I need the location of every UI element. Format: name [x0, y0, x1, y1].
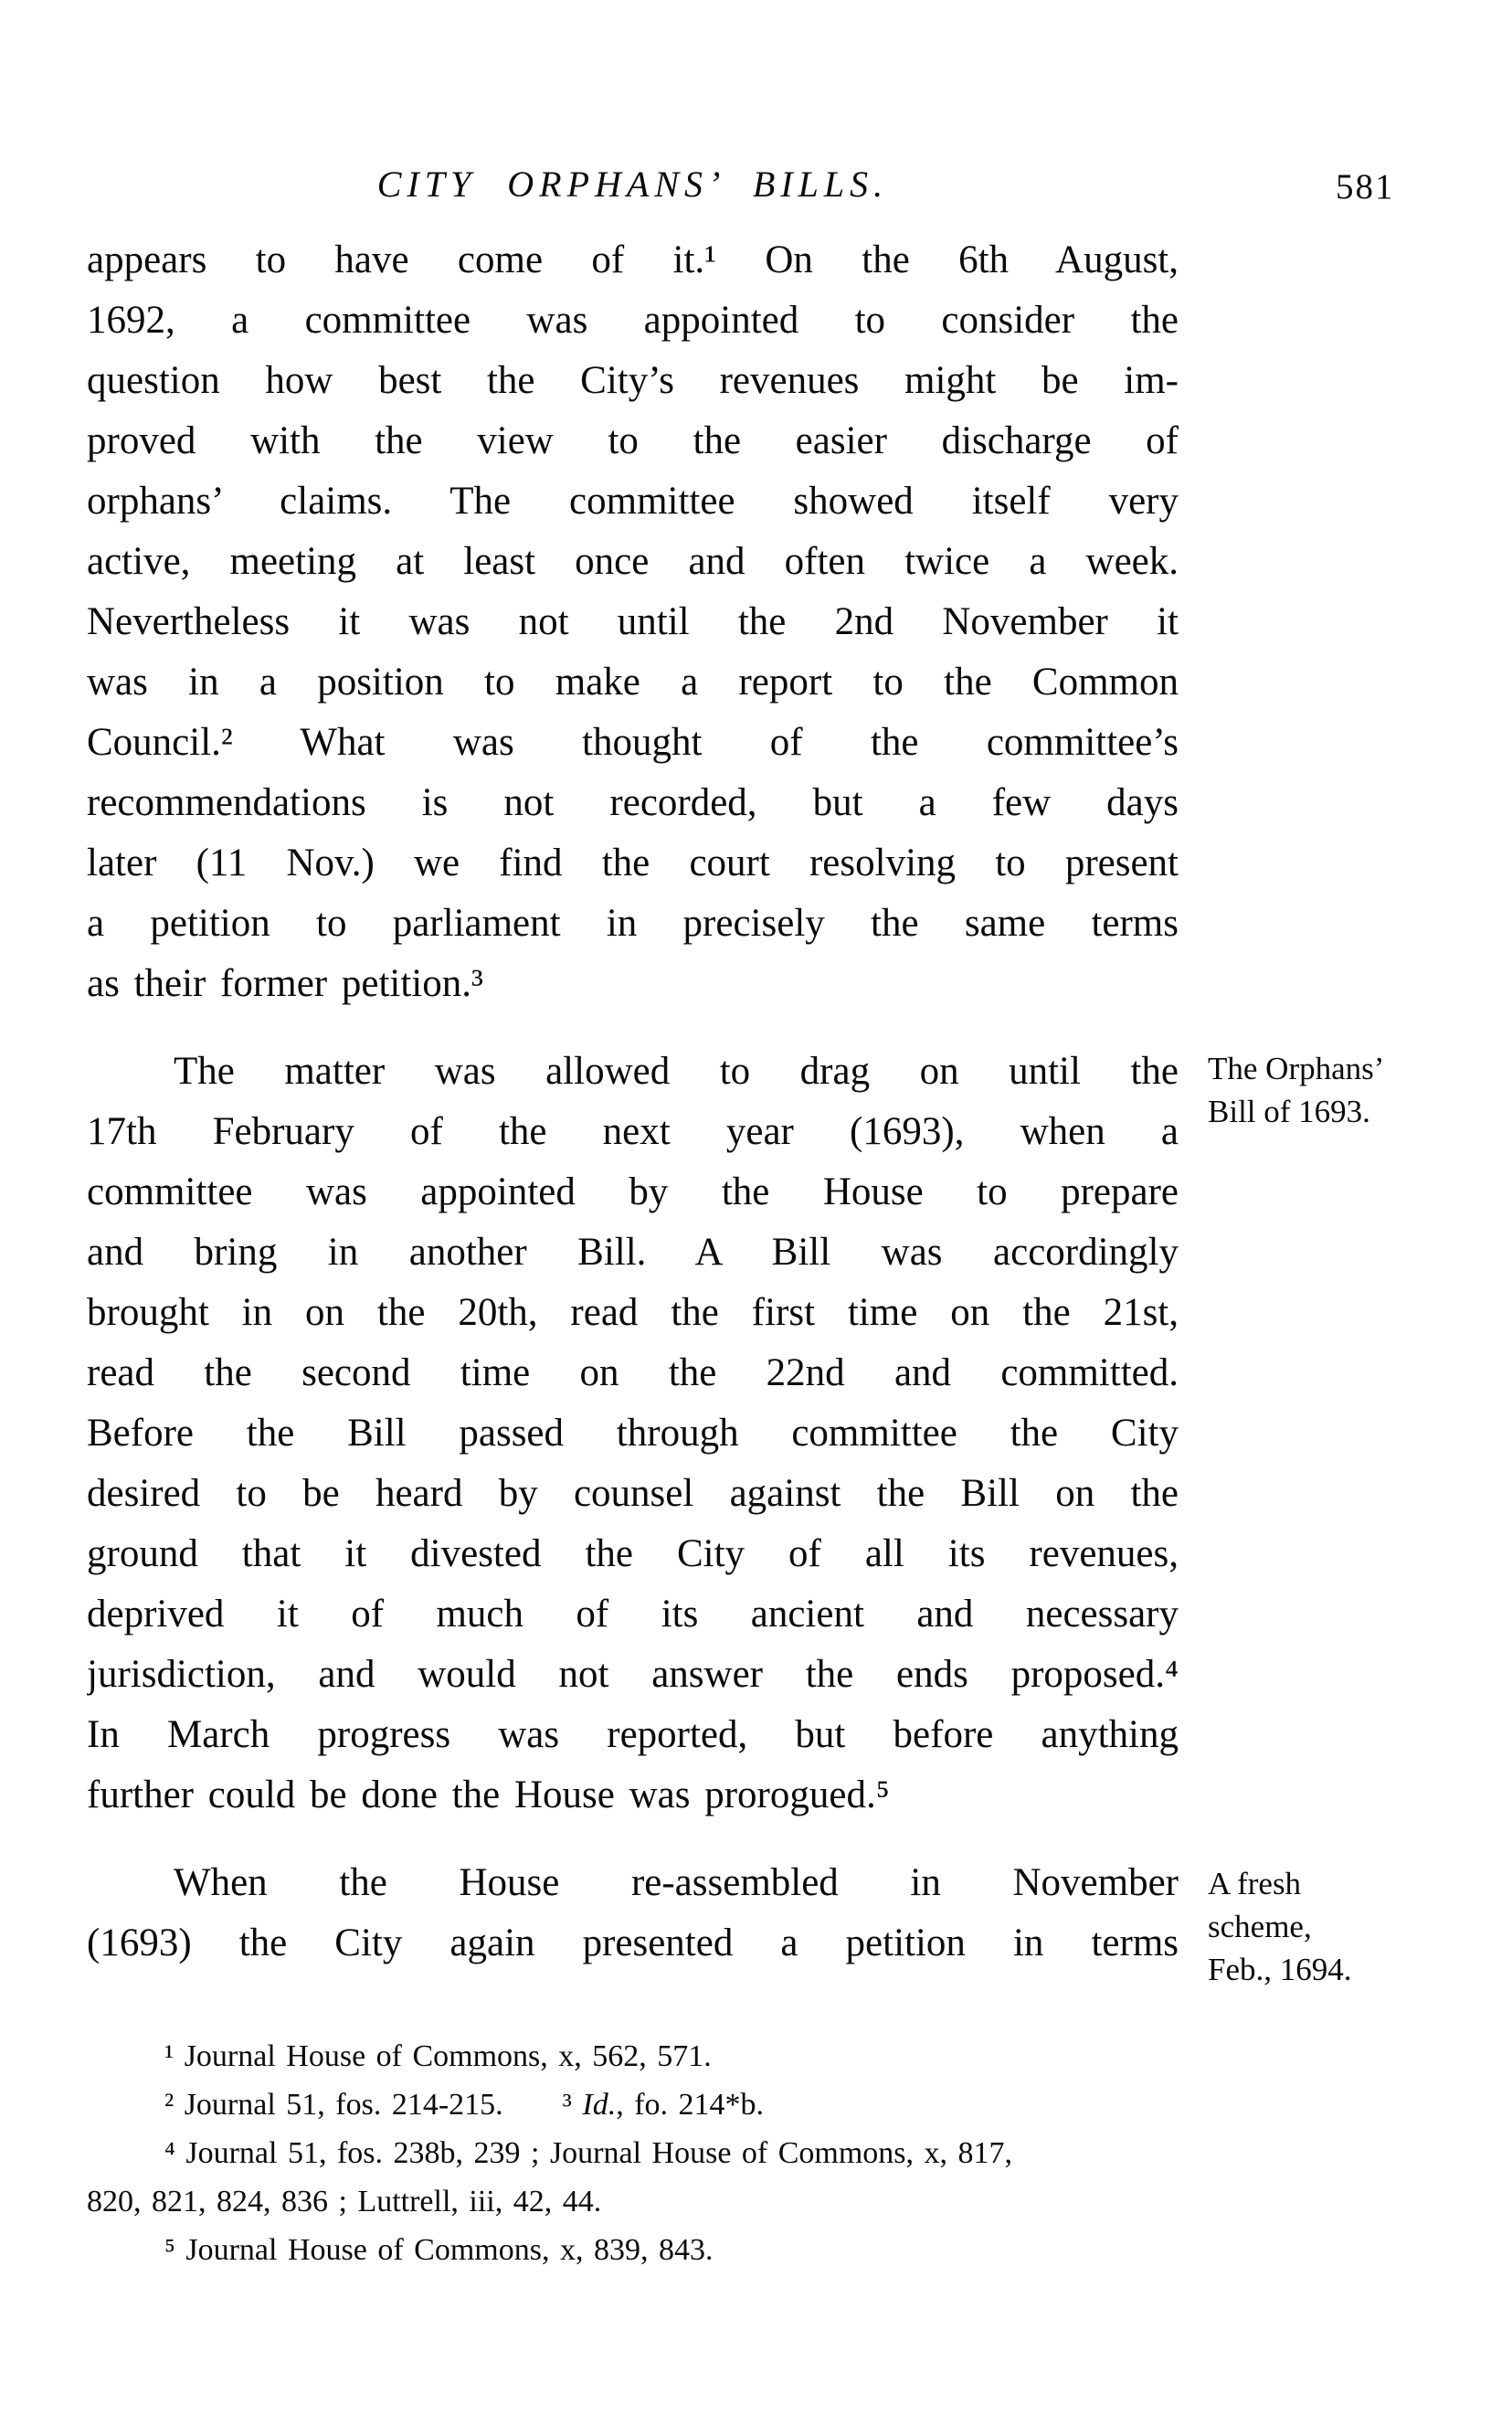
margin-note-orphans-bill — [1208, 1047, 1464, 1133]
text-line: orphans’ claims. The committee showed itself very — [87, 480, 1179, 523]
footnote-5: ⁵ Journal House of Commons, x, 839, 843. — [164, 2233, 714, 2267]
text-line: When the House re-assembled in November — [174, 1861, 1179, 1904]
text-line: proved with the view to the easier discharge of — [87, 419, 1179, 462]
footnote-3-rest: , fo. 214*b. — [616, 2088, 765, 2122]
margin-note-line: A fresh — [1208, 1866, 1302, 1901]
text-line: ground that it divested the City of all its revenues, — [87, 1532, 1179, 1575]
footnote-1: ¹ Journal House of Commons, x, 562, 571. — [164, 2039, 712, 2073]
text-line: a petition to parliament in precisely the same terms — [87, 902, 1179, 945]
footnote-4-line-1: ⁴ Journal 51, fos. 238b, 239 ; Journal House of Commons, x, 817, — [164, 2136, 1013, 2170]
text-line: was in a position to make a report to the Common — [87, 661, 1179, 704]
text-line: read the second time on the 22nd and committed. — [87, 1351, 1179, 1394]
text-line: (1693) the City again presented a petition in terms — [87, 1922, 1179, 1964]
footnote-4-line-2: 820, 821, 824, 836 ; Luttrell, iii, 42, 44. — [87, 2185, 602, 2218]
paragraph-2 — [87, 1042, 1179, 1826]
text-line: question how best the City’s revenues might be im- — [87, 359, 1179, 402]
text-line: In March progress was reported, but before anything — [87, 1713, 1179, 1756]
margin-note-line: Feb., 1694. — [1208, 1952, 1352, 1987]
footnote-3-idem: Id. — [582, 2088, 617, 2122]
margin-note-line: The Orphans’ — [1208, 1051, 1385, 1086]
footnotes — [87, 2032, 1201, 2274]
text-line: deprived it of much of its ancient and necessary — [87, 1593, 1179, 1636]
page-number: 581 — [1336, 167, 1395, 206]
margin-note-line: Bill of 1693. — [1208, 1094, 1370, 1129]
footnote-2-citation-a: ² Journal 51, fos. 214-215. — [164, 2088, 503, 2122]
text-line: committee was appointed by the House to prepare — [87, 1170, 1179, 1213]
footnote-2 — [87, 2080, 1201, 2129]
paragraph-1 — [87, 230, 1179, 1014]
footnote-3-marker: ³ — [562, 2088, 583, 2122]
text-line: as their former petition.³ — [87, 962, 483, 1005]
body-text — [87, 230, 1179, 1974]
text-line: and bring in another Bill. A Bill was accordingly — [87, 1231, 1179, 1274]
text-line: active, meeting at least once and often twice a week. — [87, 540, 1179, 583]
text-line: brought in on the 20th, read the first time on the 21st, — [87, 1291, 1179, 1334]
text-line: The matter was allowed to drag on until the — [174, 1050, 1179, 1093]
text-line: recommendations is not recorded, but a few days — [87, 781, 1179, 824]
text-line: later (11 Nov.) we find the court resolving to present — [87, 842, 1179, 884]
text-line: Council.² What was thought of the committee’s — [87, 721, 1179, 764]
paragraph-3 — [87, 1853, 1179, 1974]
text-line: appears to have come of it.¹ On the 6th August, — [87, 238, 1179, 281]
text-line: further could be done the House was prorogued.⁵ — [87, 1773, 890, 1816]
text-line: 17th February of the next year (1693), when a — [87, 1110, 1179, 1153]
running-header: CITY ORPHANS’ BILLS. — [376, 164, 889, 205]
text-line: Before the Bill passed through committee the City — [87, 1412, 1179, 1455]
margin-note-fresh-scheme — [1208, 1862, 1464, 1991]
text-line: 1692, a committee was appointed to consider the — [87, 299, 1179, 342]
text-line: desired to be heard by counsel against the Bill on the — [87, 1472, 1179, 1515]
text-line: Nevertheless it was not until the 2nd November it — [87, 600, 1179, 643]
text-line: jurisdiction, and would not answer the ends proposed.⁴ — [87, 1653, 1179, 1696]
margin-note-line: scheme, — [1208, 1909, 1312, 1944]
